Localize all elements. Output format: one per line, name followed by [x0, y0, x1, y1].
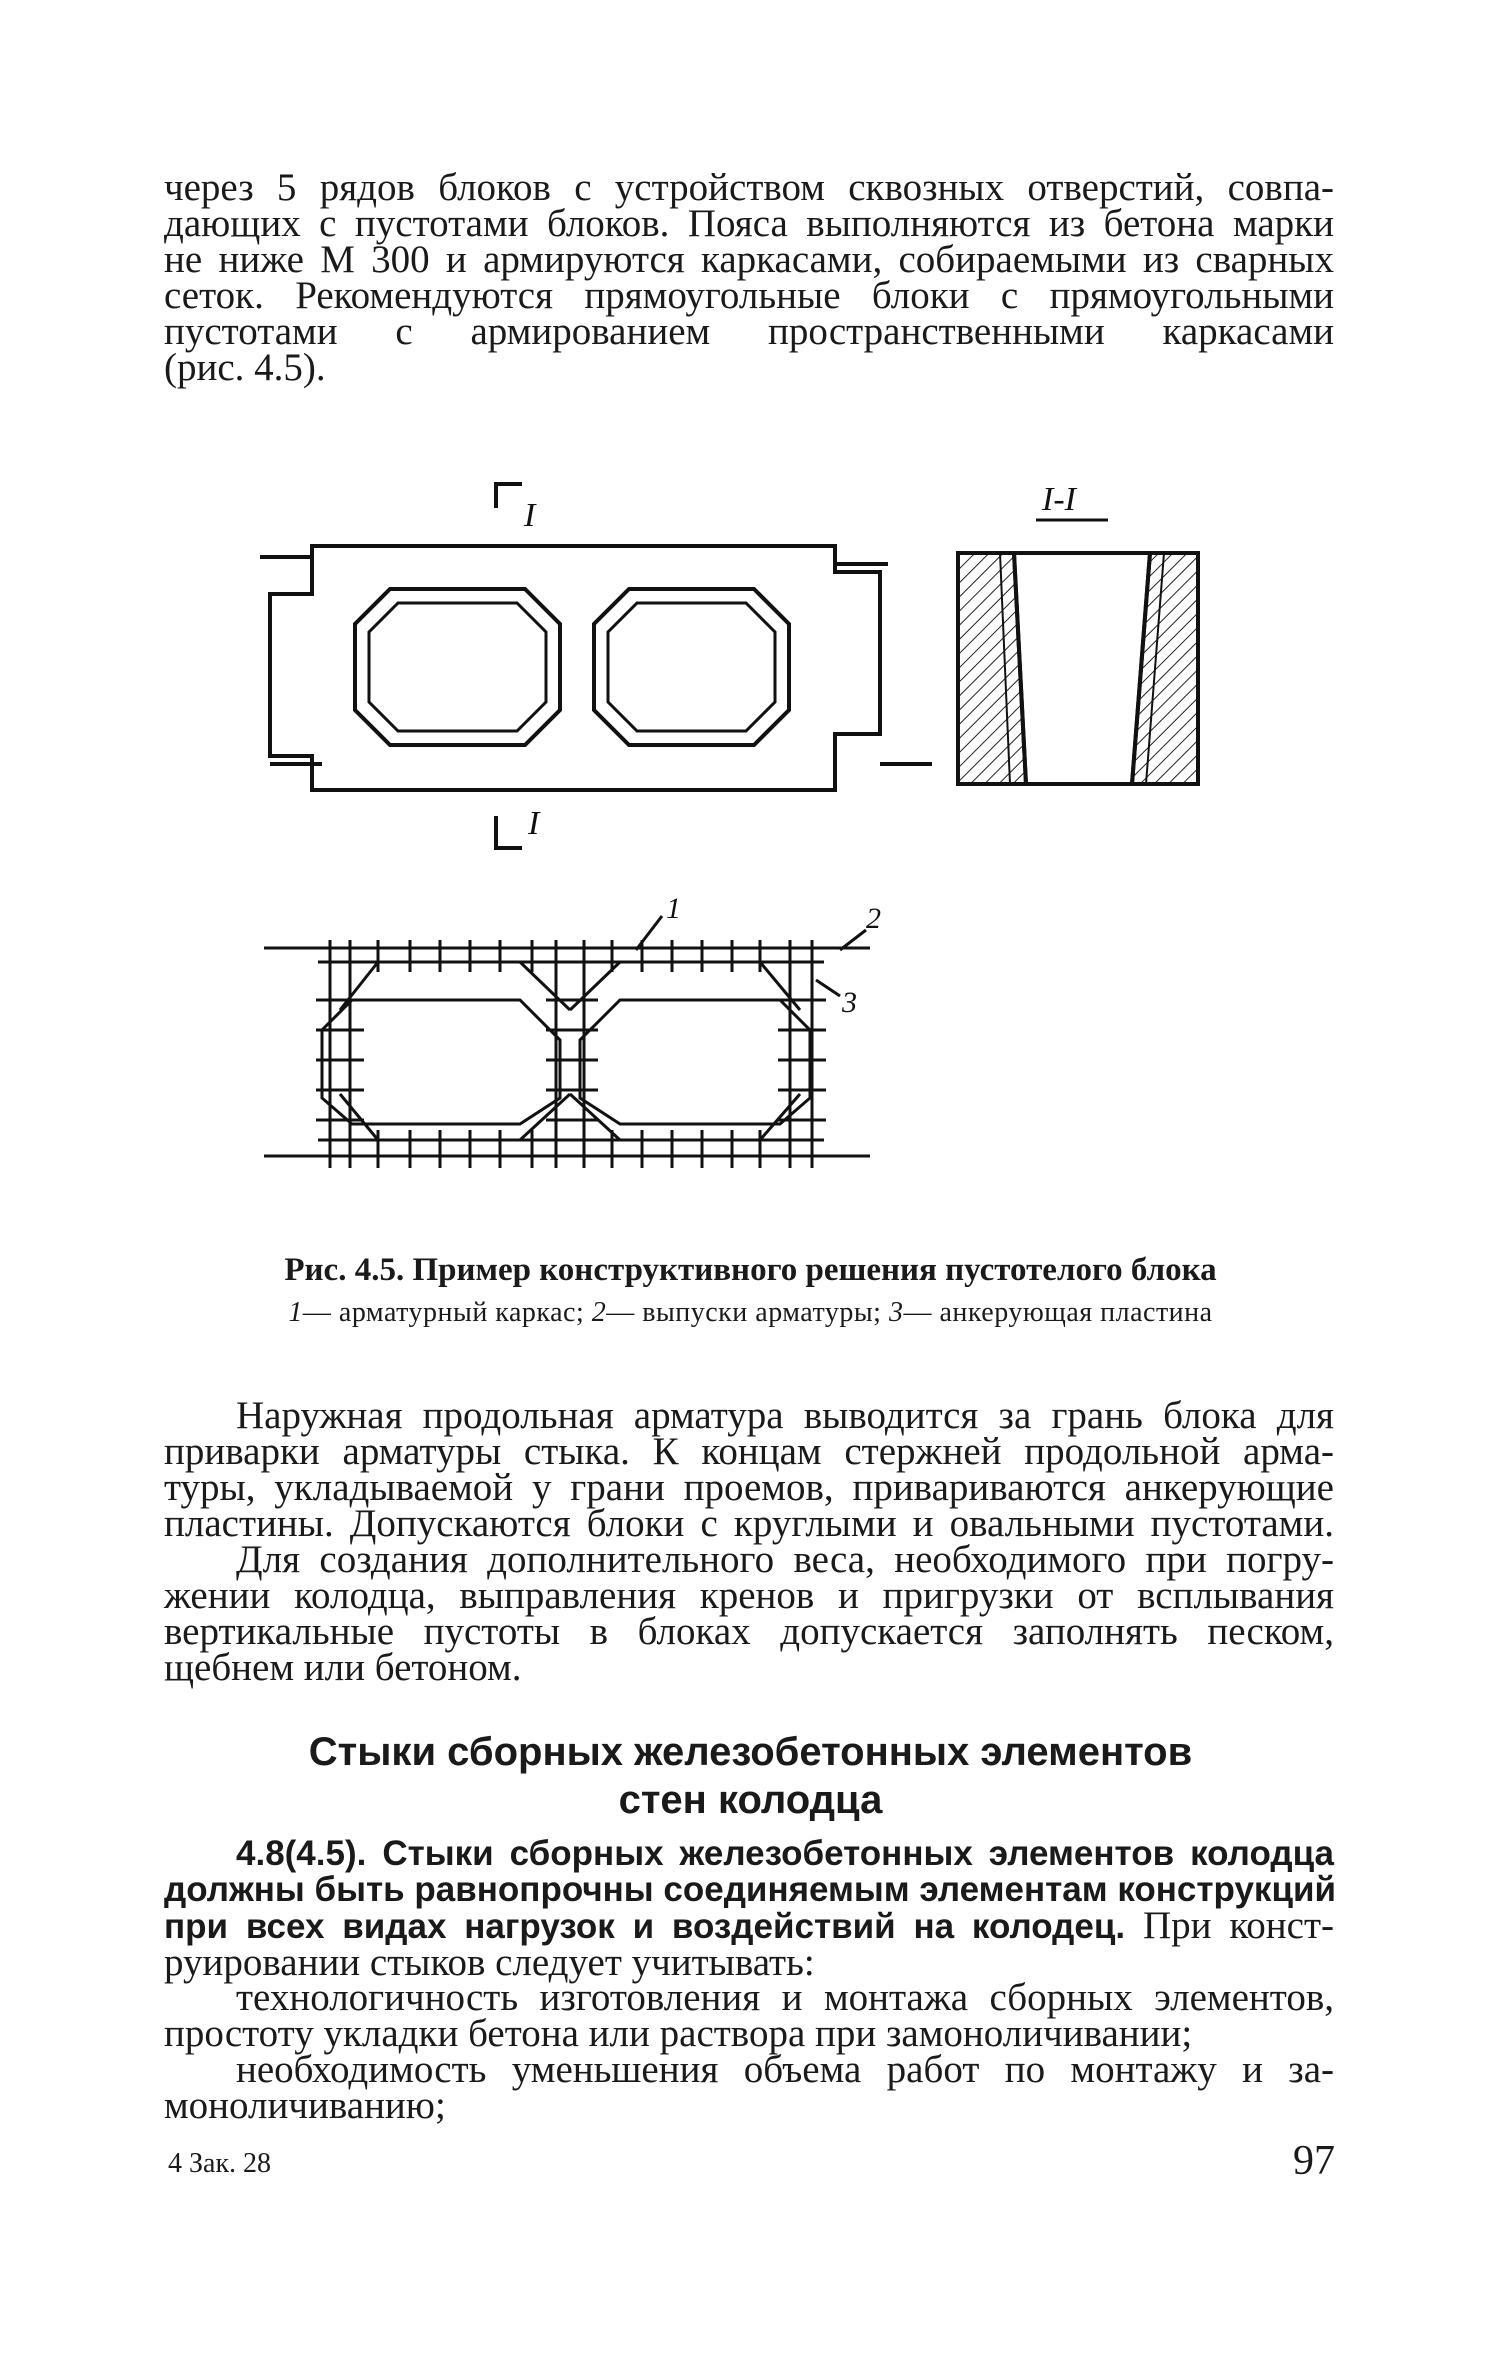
text-line: приварки арматуры стыка. К концам стержней продольной арма-: [164, 1430, 1334, 1473]
section-mark-top-label: I: [524, 497, 536, 534]
text-line: должны быть равнопрочны соединяемым элементам конструкций: [164, 1870, 1336, 1909]
paragraph-weight: [164, 1538, 1334, 1689]
text-line: моноличиванию;: [164, 2084, 446, 2127]
list-item: [164, 1976, 1334, 2055]
section-mark-top: [496, 484, 522, 508]
text-line: вертикальные пустоты в блоках допускается заполнять песком,: [164, 1610, 1334, 1653]
legend-text: — анкерующая пластина: [903, 1297, 1213, 1328]
paragraph-joints: [164, 1834, 1336, 1984]
text-line: пустотами с армированием пространственными каркасами: [164, 310, 1334, 353]
legend-text: — выпуски арматуры;: [606, 1297, 882, 1328]
footer-signature: 4 Зак. 28: [168, 2148, 272, 2179]
text-line: Наружная продольная арматура выводится за грань блока для: [236, 1394, 1334, 1437]
heading-line: Стыки сборных железобетонных элементов: [308, 1730, 1193, 1774]
text-line: пластины. Допускаются блоки с круглыми и овальными пустотами.: [164, 1502, 1334, 1545]
section-title: I-I: [1042, 481, 1076, 518]
section-heading: [0, 1728, 1501, 1824]
callout-1: 1: [666, 892, 681, 925]
figure-caption-title: Рис. 4.5. Пример конструктивного решения пустотелого блока: [284, 1252, 1217, 1288]
text-line: (рис. 4.5).: [164, 346, 326, 389]
text-line: щебнем или бетоном.: [164, 1646, 522, 1689]
paragraph-reinforcement: [164, 1394, 1334, 1545]
heading-line: стен колодца: [618, 1778, 883, 1822]
legend-text: — арматурный каркас;: [302, 1297, 585, 1328]
page-number: 97: [1293, 2138, 1335, 2184]
regular-fragment: При конст-: [1125, 1904, 1334, 1947]
reinforcement-cage: [264, 916, 870, 1168]
text-line: через 5 рядов блоков с устройством сквозных отверстий, совпа-: [164, 166, 1334, 209]
text-line: Для создания дополнительного веса, необходимого при погру-: [236, 1538, 1334, 1581]
section-view: [958, 553, 1198, 784]
text-line: руировании стыков следует учитывать:: [164, 1941, 815, 1984]
text-line: простоту укладки бетона или раствора при замоноличивании;: [164, 2012, 1193, 2055]
block-plan-view: [260, 546, 932, 790]
section-mark-bottom: [496, 816, 522, 848]
legend-number: 2: [591, 1297, 607, 1328]
text-line: жении колодца, выправления кренов и пригрузки от всплывания: [164, 1574, 1334, 1617]
text-line: дающих с пустотами блоков. Пояса выполняются из бетона марки: [164, 202, 1334, 245]
text-line: не ниже М 300 и армируются каркасами, собираемыми из сварных: [164, 238, 1334, 281]
text-line: туры, укладываемой у грани проемов, привариваются анкерующие: [164, 1466, 1334, 1509]
callout-2: 2: [866, 902, 881, 935]
section-mark-bottom-label: I: [528, 805, 540, 842]
text-line: [164, 1904, 1334, 1947]
list-item: [164, 2048, 1334, 2127]
text-line: технологичность изготовления и монтажа сборных элементов,: [236, 1976, 1334, 2019]
bold-fragment: при всех видах нагрузок и воздействий на колодец.: [164, 1907, 1126, 1946]
legend-number: 3: [888, 1297, 904, 1328]
figure-caption-legend: [0, 1296, 1501, 1330]
text-line: сеток. Рекомендуются прямоугольные блоки с прямоугольными: [164, 274, 1334, 317]
callout-3: 3: [842, 986, 857, 1019]
text-line: необходимость уменьшения объема работ по монтажу и за-: [236, 2048, 1334, 2091]
text-line: 4.8(4.5). Стыки сборных железобетонных элементов колодца: [236, 1834, 1334, 1873]
legend-number: 1: [288, 1297, 303, 1328]
